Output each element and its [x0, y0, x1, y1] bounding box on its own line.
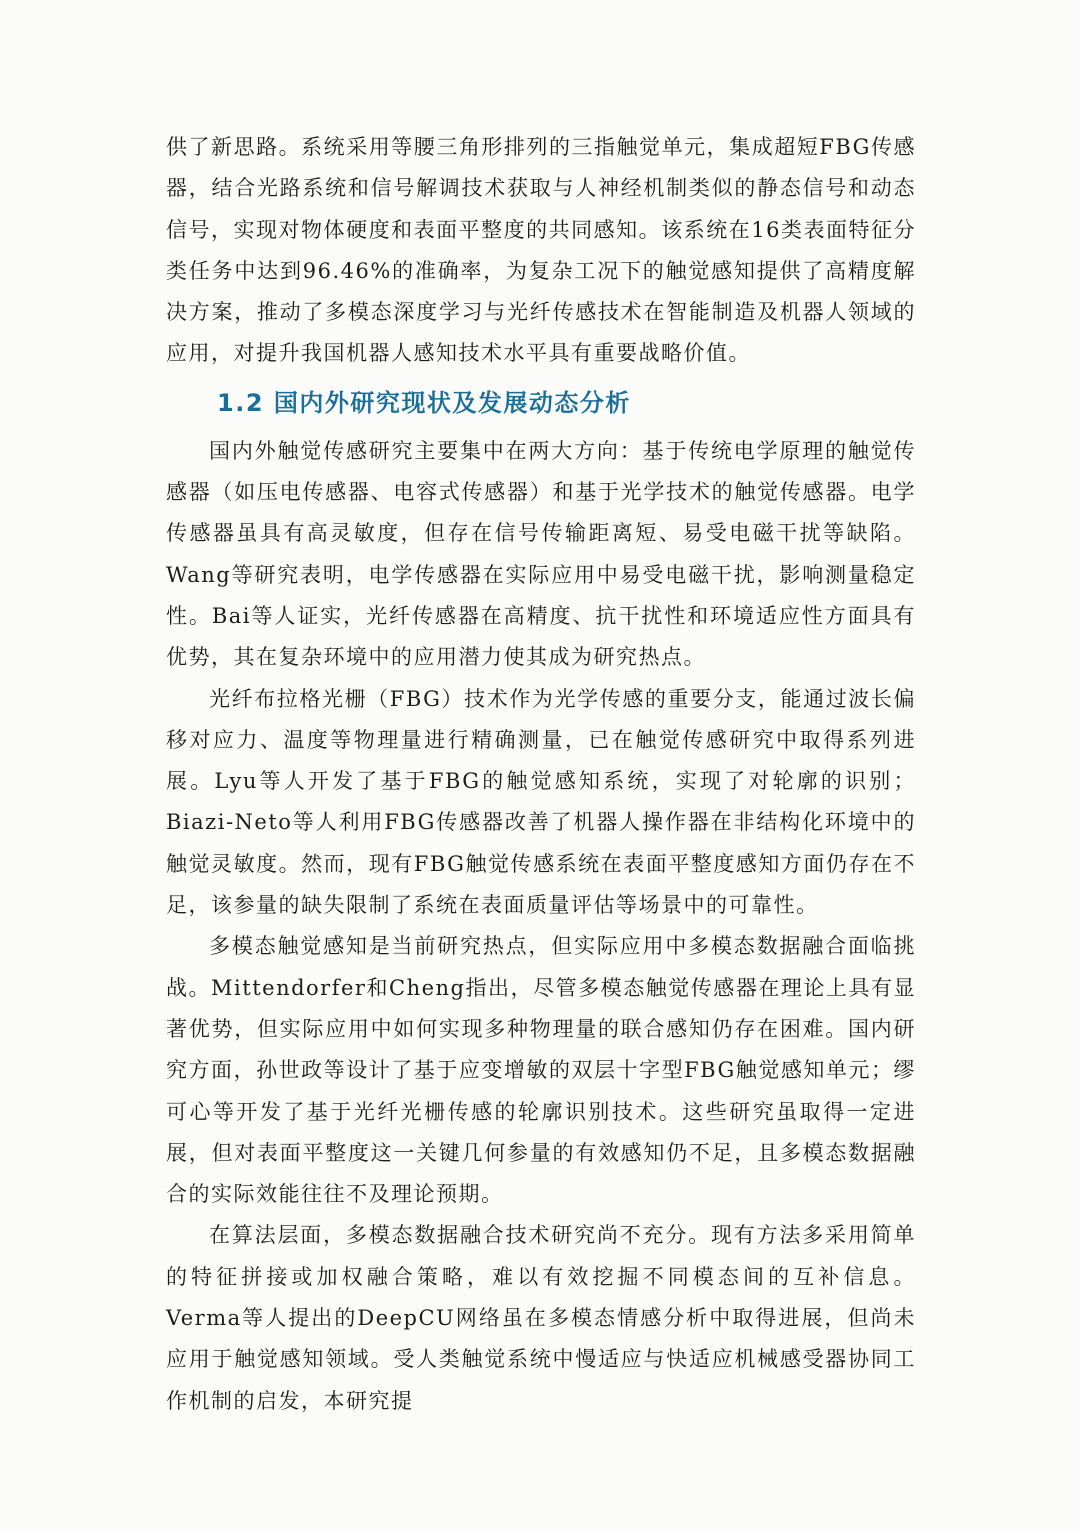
body-paragraph-4: 在算法层面，多模态数据融合技术研究尚不充分。现有方法多采用简单的特征拼接或加权融合策略，难以有效挖掘不同模态间的互补信息。Verma等人提出的DeepCU网络虽在多模态情感分析中取得进展，但尚未应用于触觉感知领域。受人类触觉系统中慢适应与快适应机械感受器协同工作机制的启发，本研究提 [166, 1223, 916, 1413]
body-paragraph-2: 光纤布拉格光栅（FBG）技术作为光学传感的重要分支，能通过波长偏移对应力、温度等物理量进行精确测量，已在触觉传感研究中取得系列进展。Lyu等人开发了基于FBG的触觉感知系统，实现了对轮廓的识别；Biazi-Neto等人利用FBG传感器改善了机器人操作器在非结构化环境中的触觉灵敏度。然而，现有FBG触觉传感系统在表面平整度感知方面仍存在不足，该参量的缺失限制了系统在表面质量评估等场景中的可靠性。 [166, 686, 916, 918]
body-paragraph-3: 多模态触觉感知是当前研究热点，但实际应用中多模态数据融合面临挑战。Mittendorfer和Cheng指出，尽管多模态触觉传感器在理论上具有显著优势，但实际应用中如何实现多种物理量的联合感知仍存在困难。国内研究方面，孙世政等设计了基于应变增敏的双层十字型FBG触觉感知单元；缪可心等开发了基于光纤光栅传感的轮廓识别技术。这些研究虽取得一定进展，但对表面平整度这一关键几何参量的有效感知仍不足，且多模态数据融合的实际效能往往不及理论预期。 [166, 934, 916, 1207]
body-paragraph-continued: 供了新思路。系统采用等腰三角形排列的三指触觉单元，集成超短FBG传感器，结合光路系统和信号解调技术获取与人神经机制类似的静态信号和动态信号，实现对物体硬度和表面平整度的共同感知。该系统在16类表面特征分类任务中达到96.46%的准确率，为复杂工况下的触觉感知提供了高精度解决方案，推动了多模态深度学习与光纤传感技术在智能制造及机器人领域的应用，对提升我国机器人感知技术水平具有重要战略价值。 [166, 135, 916, 366]
body-paragraph-1: 国内外触觉传感研究主要集中在两大方向：基于传统电学原理的触觉传感器（如压电传感器、电容式传感器）和基于光学技术的触觉传感器。电学传感器虽具有高灵敏度，但存在信号传输距离短、易受电磁干扰等缺陷。Wang等研究表明，电学传感器在实际应用中易受电磁干扰，影响测量稳定性。Bai等人证实，光纤传感器在高精度、抗干扰性和环境适应性方面具有优势，其在复杂环境中的应用潜力使其成为研究热点。 [166, 438, 916, 670]
page-content [166, 127, 916, 1422]
section-heading: 1.2 国内外研究现状及发展动态分析 [217, 388, 631, 417]
